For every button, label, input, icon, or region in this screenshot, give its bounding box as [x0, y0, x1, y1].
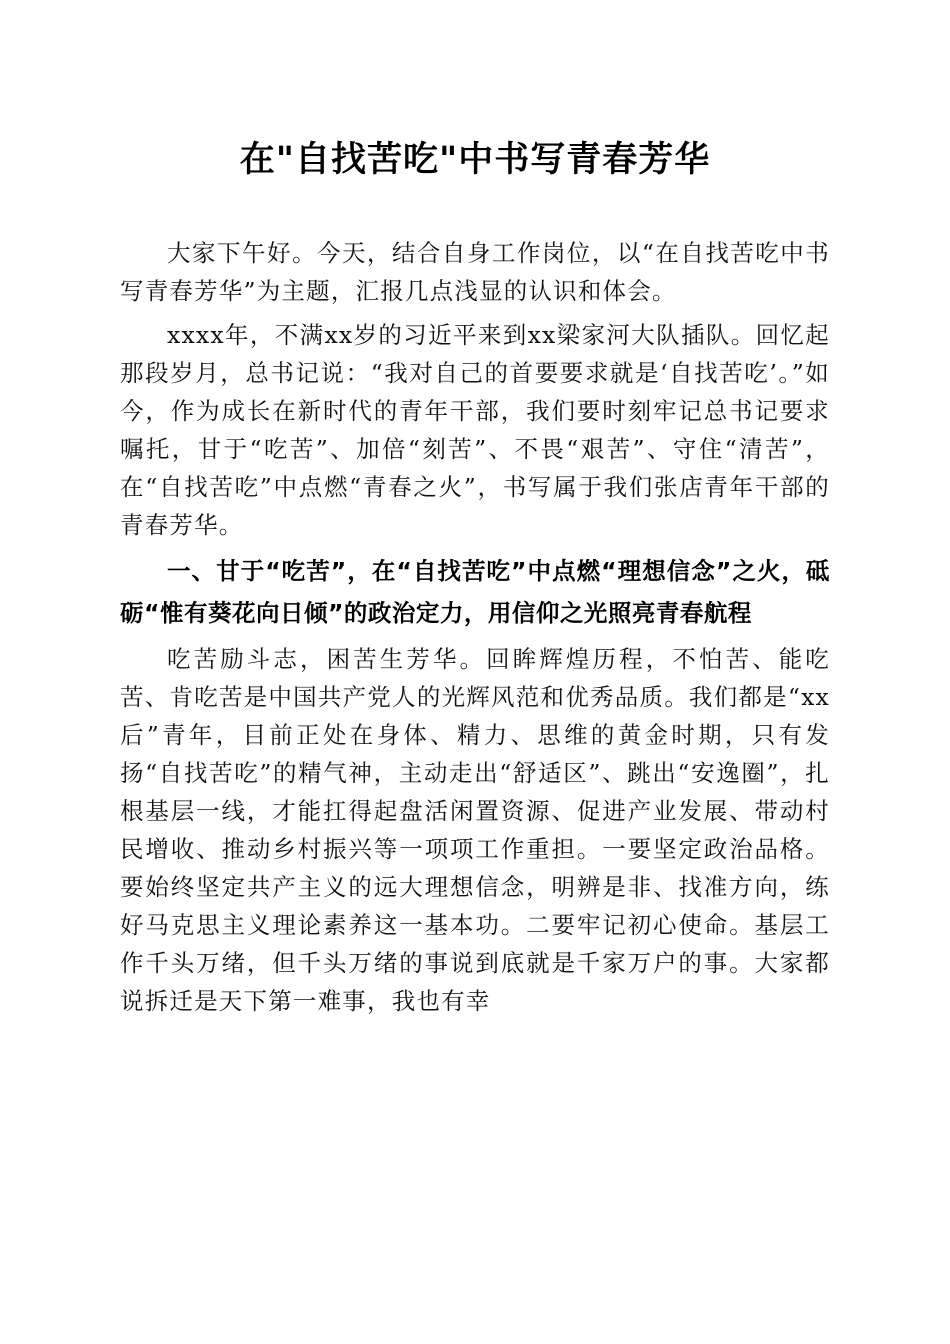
section-heading: 一、甘于“吃苦”，在“自找苦吃”中点燃“理想信念”之火，砥砺“惟有葵花向日倾”的政治定力，用信仰之光照亮青春航程 — [120, 557, 830, 627]
document-title: 在"自找苦吃"中书写青春芳华 — [239, 139, 711, 180]
document-body — [120, 234, 830, 1026]
intro-paragraph: 大家下午好。今天，结合自身工作岗位，以“在自找苦吃中书写青春芳华”为主题，汇报几点浅显的认识和体会。 — [120, 239, 830, 305]
document-page — [120, 0, 830, 1344]
background-paragraph: xxxx年，不满xx岁的习近平来到xx梁家河大队插队。回忆起那段岁月，总书记说：“我对自己的首要要求就是‘自找苦吃’。”如今，作为成长在新时代的青年干部，我们要时刻牢记总书记要求嘱托，甘于“吃苦”、加倍“刻苦”、不畏“艰苦”、守住“清苦”，在“自找苦吃”中点燃“青春之火”，书写属于我们张店青年干部的青春芳华。 — [120, 321, 830, 539]
section-paragraph: 吃苦励斗志，困苦生芳华。回眸辉煌历程，不怕苦、能吃苦、肯吃苦是中国共产党人的光辉风范和优秀品质。我们都是“xx后”青年，目前正处在身体、精力、思维的黄金时期，只有发扬“自找苦吃”的精气神，主动走出“舒适区”、跳出“安逸圈”，扎根基层一线，才能扛得起盘活闲置资源、促进产业发展、带动村民增收、推动乡村振兴等一项项工作重担。一要坚定政治品格。要始终坚定共产主义的远大理想信念，明辨是非、找准方向，练好马克思主义理论素养这一基本功。二要牢记初心使命。基层工作千头万绪，但千头万绪的事说到底就是千家万户的事。大家都说拆迁是天下第一难事，我也有幸 — [120, 645, 830, 1015]
